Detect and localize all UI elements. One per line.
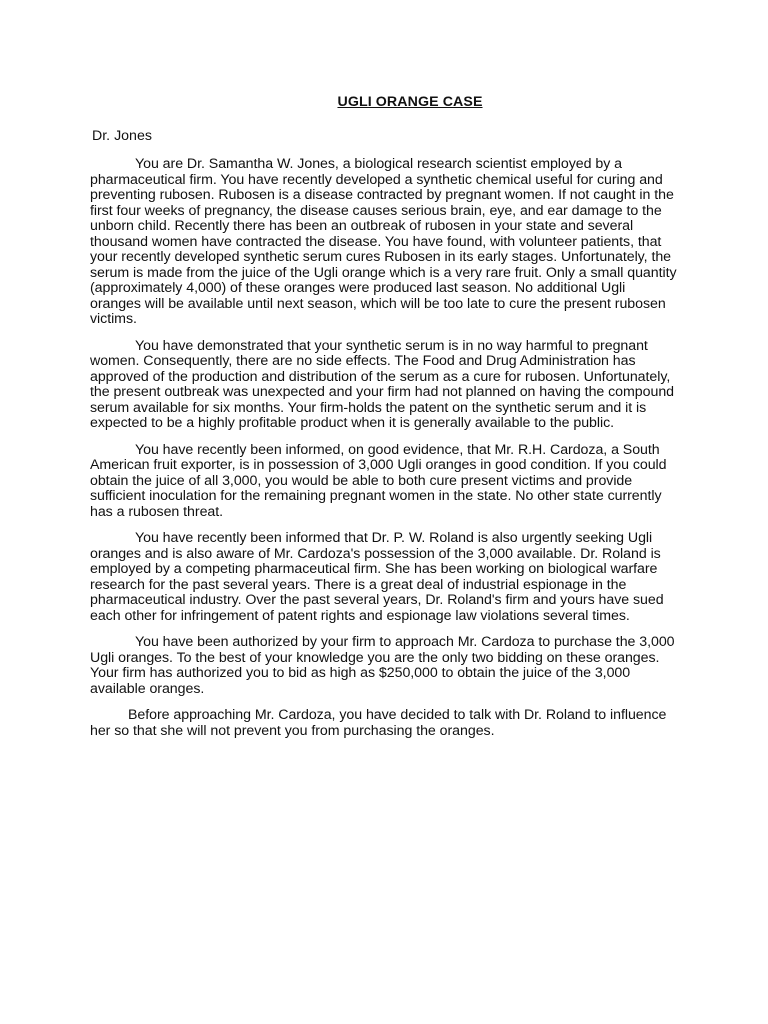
paragraph-4: You have recently been informed that Dr. P. W. Roland is also urgently seeking Ugli oranges and is also aware of Mr. Cardoza's possession of the 3,000 available. Dr. Roland is employed by a competing pharmaceutical firm. She has been working on biological warfare research for the past several years. There is a great deal of industrial espionage in the pharmaceutical industry. Over the past several years, Dr. Roland's firm and yours have sued each other for infringement of patent rights and espionage law violations several times.: [90, 530, 664, 624]
paragraph-3: You have recently been informed, on good evidence, that Mr. R.H. Cardoza, a South American fruit exporter, is in possession of 3,000 Ugli oranges in good condition. If you could obtain the juice of all 3,000, you would be able to both cure present victims and provide sufficient inoculation for the remaining pregnant women in the state. No other state currently has a rubosen threat.: [90, 441, 667, 520]
paragraph-1: You are Dr. Samantha W. Jones, a biological research scientist employed by a pharmaceutical firm. You have recently developed a synthetic chemical useful for curing and preventing rubosen. Rubosen is a disease contracted by pregnant women. If not caught in the first four weeks of pregnancy, the disease causes serious brain, eye, and ear damage to the unborn child. Recently there has been an outbreak of rubosen in your state and several thousand women have contracted the disease. You have found, with volunteer patients, that your recently developed synthetic serum cures Rubosen in its early stages. Unfortunately, the serum is made from the juice of the Ugli orange which is a very rare fruit. Only a small quantity (approximately 4,000) of these oranges were produced last season. No additional Ugli oranges will be available until next season, which will be too late to cure the present rubosen victims.: [90, 156, 677, 327]
paragraph-5: You have been authorized by your firm to approach Mr. Cardoza to purchase the 3,000 Ugli oranges. To the best of your knowledge you are the only two bidding on these oranges. Your firm has authorized you to bid as high as $250,000 to obtain the juice of the 3,000 available oranges.: [90, 634, 675, 697]
paragraph-6: Before approaching Mr. Cardoza, you have decided to talk with Dr. Roland to influence her so that she will not prevent you from purchasing the oranges.: [90, 707, 667, 739]
document-title: UGLI ORANGE CASE: [337, 94, 483, 110]
paragraph-2: You have demonstrated that your synthetic serum is in no way harmful to pregnant women. Consequently, there are no side effects. The Food and Drug Administration has approved of the production and distribution of the serum as a cure for rubosen. Unfortunately, the present outbreak was unexpected and your firm had not planned on having the compound serum available for six months. Your firm-holds the patent on the synthetic serum and it is expected to be a highly profitable product when it is generally available to the public.: [90, 337, 674, 431]
document-body: [90, 157, 680, 750]
salutation: Dr. Jones: [92, 128, 152, 144]
